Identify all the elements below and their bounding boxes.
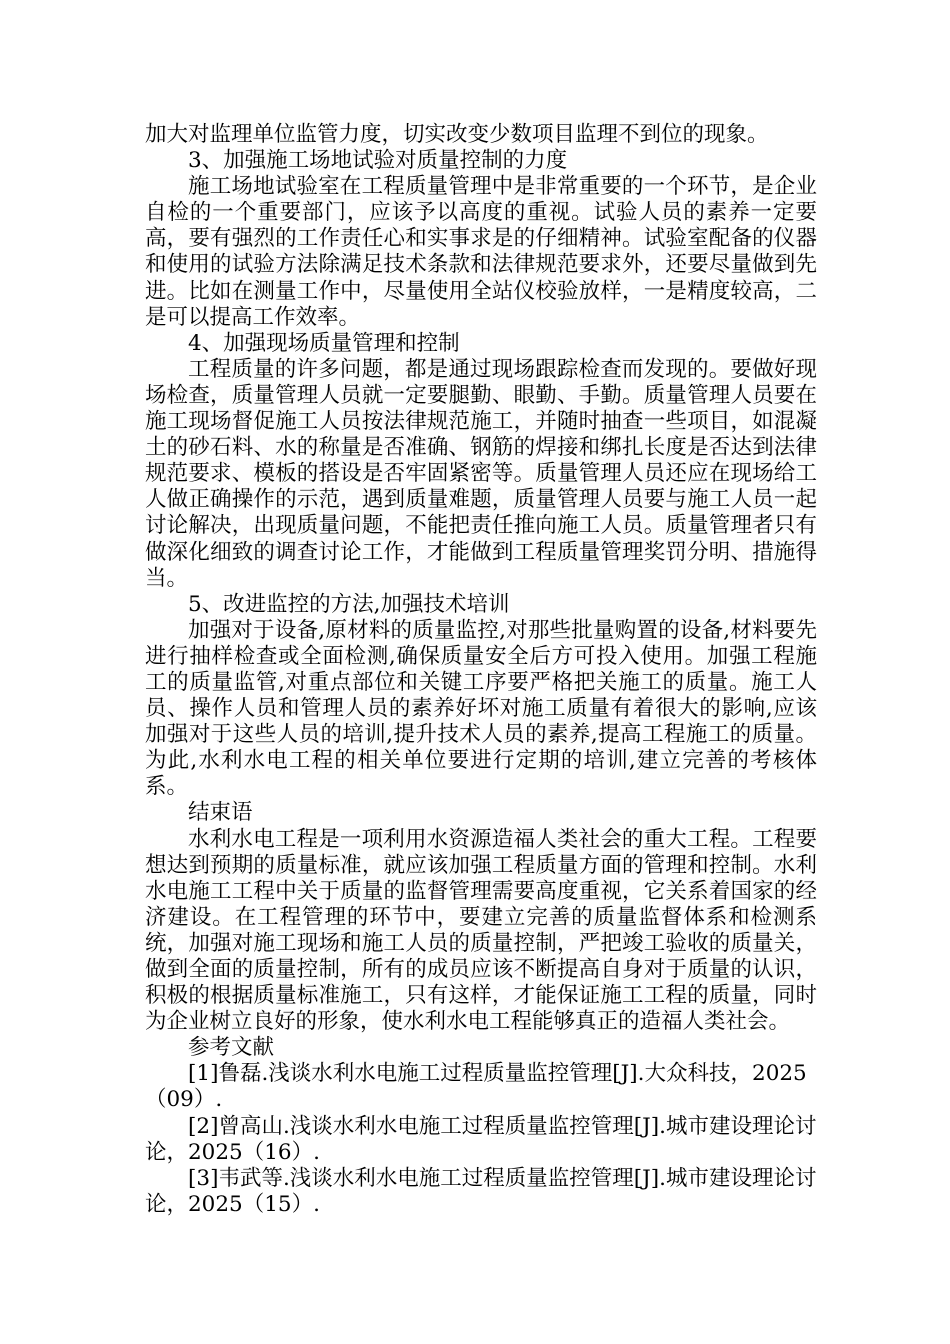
references-heading: 参考文献 bbox=[188, 1035, 275, 1061]
conclusion-heading: 结束语 bbox=[188, 800, 253, 826]
paragraph-continuation: 加大对监理单位监管力度，切实改变少数项目监理不到位的现象。 bbox=[145, 122, 769, 147]
reference-item: [2]曾高山.浅谈水利水电施工过程质量监控管理[J].城市建设理论讨论，2025（16）. bbox=[145, 1113, 817, 1165]
body-paragraph: 施工场地试验室在工程质量管理中是非常重要的一个环节，是企业自检的一个重要部门，应该予以高度的重视。试验人员的素养一定要高，要有强烈的工作责任心和实事求是的仔细精神。试验室配备的仪器和使用的试验方法除满足技术条款和法律规范要求外，还要尽量做到先进。比如在测量工作中，尽量使用全站仪校验放样，一是精度较高，二是可以提高工作效率。 bbox=[145, 174, 817, 330]
section-heading-5: 5、改进监控的方法,加强技术培训 bbox=[188, 591, 510, 617]
section-heading-4: 4、加强现场质量管理和控制 bbox=[188, 330, 460, 356]
reference-item: [3]韦武等.浅谈水利水电施工过程质量监控管理[J].城市建设理论讨论，2025（15）. bbox=[145, 1165, 817, 1217]
body-paragraph: 工程质量的许多问题，都是通过现场跟踪检查而发现的。要做好现场检查，质量管理人员就一定要腿勤、眼勤、手勤。质量管理人员要在施工现场督促施工人员按法律规范施工，并随时抽查一些项目，如混凝土的砂石料、水的称量是否准确、钢筋的焊接和绑扎长度是否达到法律规范要求、模板的搭设是否牢固紧密等。质量管理人员还应在现场给工人做正确操作的示范，遇到质量难题，质量管理人员要与施工人员一起讨论解决，出现质量问题，不能把责任推向施工人员。质量管理者只有做深化细致的调查讨论工作，才能做到工程质量管理奖罚分明、措施得当。 bbox=[145, 356, 817, 591]
section-heading-3: 3、加强施工场地试验对质量控制的力度 bbox=[188, 148, 568, 174]
reference-item: [1]鲁磊.浅谈水利水电施工过程质量监控管理[J].大众科技，2025（09）. bbox=[145, 1061, 807, 1113]
document-page bbox=[145, 122, 817, 1218]
body-paragraph: 水利水电工程是一项利用水资源造福人类社会的重大工程。工程要想达到预期的质量标准，就应该加强工程质量方面的管理和控制。水利水电施工工程中关于质量的监督管理需要高度重视，它关系着国家的经济建设。在工程管理的环节中，要建立完善的质量监督体系和检测系统，加强对施工现场和施工人员的质量控制，严把竣工验收的质量关，做到全面的质量控制，所有的成员应该不断提高自身对于质量的认识，积极的根据质量标准施工，只有这样，才能保证施工工程的质量，同时为企业树立良好的形象，使水利水电工程能够真正的造福人类社会。 bbox=[145, 826, 817, 1035]
body-paragraph: 加强对于设备,原材料的质量监控,对那些批量购置的设备,材料要先进行抽样检查或全面检测,确保质量安全后方可投入使用。加强工程施工的质量监管,对重点部位和关键工序要严格把关施工的质量。施工人员、操作人员和管理人员的素养好坏对施工质量有着很大的影响,应该加强对于这些人员的培训,提升技术人员的素养,提高工程施工的质量。为此,水利水电工程的相关单位要进行定期的培训,建立完善的考核体系。 bbox=[145, 617, 817, 800]
